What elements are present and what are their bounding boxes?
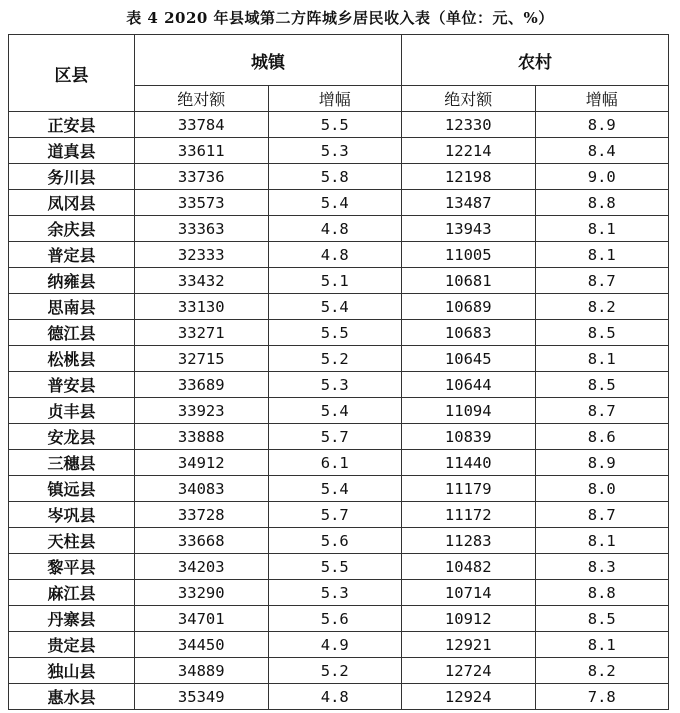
county-name-cell: 贵定县 (9, 632, 135, 658)
county-name-cell: 安龙县 (9, 424, 135, 450)
urban-growth-cell: 5.8 (268, 164, 402, 190)
table-body (9, 112, 669, 710)
urban-absolute-cell: 34889 (135, 658, 269, 684)
county-name-cell: 岑巩县 (9, 502, 135, 528)
county-name-cell: 贞丰县 (9, 398, 135, 424)
rural-growth-cell: 8.9 (535, 112, 669, 138)
urban-absolute-cell: 34912 (135, 450, 269, 476)
rural-growth-cell: 8.4 (535, 138, 669, 164)
income-table (8, 34, 669, 710)
rural-absolute-cell: 12924 (402, 684, 536, 710)
urban-growth-cell: 5.4 (268, 294, 402, 320)
urban-growth-cell: 5.3 (268, 372, 402, 398)
table-row (9, 372, 669, 398)
county-name-cell: 麻江县 (9, 580, 135, 606)
rural-growth-cell: 8.7 (535, 398, 669, 424)
table-row (9, 424, 669, 450)
rural-absolute-cell: 10683 (402, 320, 536, 346)
header-rural-growth: 增幅 (535, 86, 669, 112)
rural-absolute-cell: 12214 (402, 138, 536, 164)
urban-growth-cell: 4.8 (268, 216, 402, 242)
header-rural: 农村 (402, 35, 669, 86)
county-name-cell: 天柱县 (9, 528, 135, 554)
rural-growth-cell: 8.0 (535, 476, 669, 502)
urban-growth-cell: 5.2 (268, 346, 402, 372)
urban-absolute-cell: 34203 (135, 554, 269, 580)
urban-growth-cell: 5.7 (268, 502, 402, 528)
rural-absolute-cell: 13943 (402, 216, 536, 242)
county-name-cell: 凤冈县 (9, 190, 135, 216)
table-row (9, 138, 669, 164)
rural-absolute-cell: 10681 (402, 268, 536, 294)
county-name-cell: 普安县 (9, 372, 135, 398)
urban-growth-cell: 5.3 (268, 138, 402, 164)
urban-growth-cell: 4.8 (268, 684, 402, 710)
rural-growth-cell: 8.5 (535, 606, 669, 632)
rural-growth-cell: 8.3 (535, 554, 669, 580)
header-region: 区县 (9, 35, 135, 112)
table-header (9, 35, 669, 112)
county-name-cell: 惠水县 (9, 684, 135, 710)
county-name-cell: 三穗县 (9, 450, 135, 476)
urban-absolute-cell: 32333 (135, 242, 269, 268)
urban-growth-cell: 5.7 (268, 424, 402, 450)
county-name-cell: 松桃县 (9, 346, 135, 372)
urban-growth-cell: 5.6 (268, 528, 402, 554)
table-row (9, 658, 669, 684)
table-row (9, 554, 669, 580)
rural-absolute-cell: 10839 (402, 424, 536, 450)
county-name-cell: 正安县 (9, 112, 135, 138)
rural-growth-cell: 8.7 (535, 268, 669, 294)
urban-growth-cell: 5.5 (268, 320, 402, 346)
county-name-cell: 镇远县 (9, 476, 135, 502)
table-row (9, 502, 669, 528)
header-urban-growth: 增幅 (268, 86, 402, 112)
county-name-cell: 思南县 (9, 294, 135, 320)
rural-absolute-cell: 12921 (402, 632, 536, 658)
urban-absolute-cell: 33736 (135, 164, 269, 190)
urban-growth-cell: 5.5 (268, 554, 402, 580)
rural-growth-cell: 8.5 (535, 372, 669, 398)
rural-absolute-cell: 10482 (402, 554, 536, 580)
county-name-cell: 普定县 (9, 242, 135, 268)
header-rural-absolute: 绝对额 (402, 86, 536, 112)
table-row (9, 112, 669, 138)
urban-absolute-cell: 33668 (135, 528, 269, 554)
urban-absolute-cell: 33923 (135, 398, 269, 424)
urban-growth-cell: 5.5 (268, 112, 402, 138)
urban-growth-cell: 4.9 (268, 632, 402, 658)
table-row (9, 580, 669, 606)
rural-growth-cell: 8.1 (535, 632, 669, 658)
rural-absolute-cell: 10714 (402, 580, 536, 606)
rural-absolute-cell: 11172 (402, 502, 536, 528)
table-row (9, 268, 669, 294)
rural-absolute-cell: 12198 (402, 164, 536, 190)
rural-absolute-cell: 10912 (402, 606, 536, 632)
county-name-cell: 务川县 (9, 164, 135, 190)
table-row (9, 320, 669, 346)
urban-absolute-cell: 33290 (135, 580, 269, 606)
urban-absolute-cell: 34083 (135, 476, 269, 502)
rural-growth-cell: 8.5 (535, 320, 669, 346)
table-row (9, 632, 669, 658)
urban-growth-cell: 5.4 (268, 476, 402, 502)
rural-growth-cell: 8.9 (535, 450, 669, 476)
rural-growth-cell: 8.2 (535, 658, 669, 684)
table-row (9, 528, 669, 554)
rural-growth-cell: 8.1 (535, 346, 669, 372)
table-row (9, 476, 669, 502)
urban-absolute-cell: 33728 (135, 502, 269, 528)
urban-absolute-cell: 32715 (135, 346, 269, 372)
table-row (9, 190, 669, 216)
rural-absolute-cell: 11179 (402, 476, 536, 502)
rural-absolute-cell: 11440 (402, 450, 536, 476)
urban-growth-cell: 5.2 (268, 658, 402, 684)
urban-growth-cell: 6.1 (268, 450, 402, 476)
urban-growth-cell: 4.8 (268, 242, 402, 268)
rural-absolute-cell: 10644 (402, 372, 536, 398)
rural-absolute-cell: 12330 (402, 112, 536, 138)
urban-growth-cell: 5.1 (268, 268, 402, 294)
rural-growth-cell: 8.1 (535, 242, 669, 268)
table-row (9, 164, 669, 190)
county-name-cell: 德江县 (9, 320, 135, 346)
urban-growth-cell: 5.6 (268, 606, 402, 632)
county-name-cell: 独山县 (9, 658, 135, 684)
rural-growth-cell: 9.0 (535, 164, 669, 190)
table-row (9, 242, 669, 268)
table-row (9, 606, 669, 632)
rural-absolute-cell: 11005 (402, 242, 536, 268)
table-row (9, 450, 669, 476)
county-name-cell: 余庆县 (9, 216, 135, 242)
urban-absolute-cell: 33271 (135, 320, 269, 346)
rural-growth-cell: 8.8 (535, 580, 669, 606)
rural-absolute-cell: 10645 (402, 346, 536, 372)
rural-growth-cell: 8.6 (535, 424, 669, 450)
table-row (9, 346, 669, 372)
table-title: 表 4 2020 年县域第二方阵城乡居民收入表（单位：元、%） (126, 9, 554, 27)
county-name-cell: 丹寨县 (9, 606, 135, 632)
header-urban-absolute: 绝对额 (135, 86, 269, 112)
urban-absolute-cell: 33888 (135, 424, 269, 450)
rural-absolute-cell: 11094 (402, 398, 536, 424)
rural-growth-cell: 8.2 (535, 294, 669, 320)
table-row (9, 684, 669, 710)
urban-absolute-cell: 33432 (135, 268, 269, 294)
urban-absolute-cell: 33611 (135, 138, 269, 164)
urban-growth-cell: 5.4 (268, 398, 402, 424)
urban-absolute-cell: 35349 (135, 684, 269, 710)
county-name-cell: 纳雍县 (9, 268, 135, 294)
urban-absolute-cell: 33689 (135, 372, 269, 398)
table-row (9, 216, 669, 242)
rural-absolute-cell: 10689 (402, 294, 536, 320)
rural-growth-cell: 8.8 (535, 190, 669, 216)
urban-growth-cell: 5.4 (268, 190, 402, 216)
urban-growth-cell: 5.3 (268, 580, 402, 606)
table-row (9, 294, 669, 320)
urban-absolute-cell: 33363 (135, 216, 269, 242)
rural-absolute-cell: 12724 (402, 658, 536, 684)
table-row (9, 398, 669, 424)
rural-growth-cell: 8.1 (535, 528, 669, 554)
rural-growth-cell: 7.8 (535, 684, 669, 710)
header-urban: 城镇 (135, 35, 402, 86)
rural-absolute-cell: 11283 (402, 528, 536, 554)
urban-absolute-cell: 34701 (135, 606, 269, 632)
urban-absolute-cell: 33130 (135, 294, 269, 320)
rural-absolute-cell: 13487 (402, 190, 536, 216)
urban-absolute-cell: 33573 (135, 190, 269, 216)
rural-growth-cell: 8.1 (535, 216, 669, 242)
county-name-cell: 黎平县 (9, 554, 135, 580)
county-name-cell: 道真县 (9, 138, 135, 164)
urban-absolute-cell: 34450 (135, 632, 269, 658)
urban-absolute-cell: 33784 (135, 112, 269, 138)
rural-growth-cell: 8.7 (535, 502, 669, 528)
